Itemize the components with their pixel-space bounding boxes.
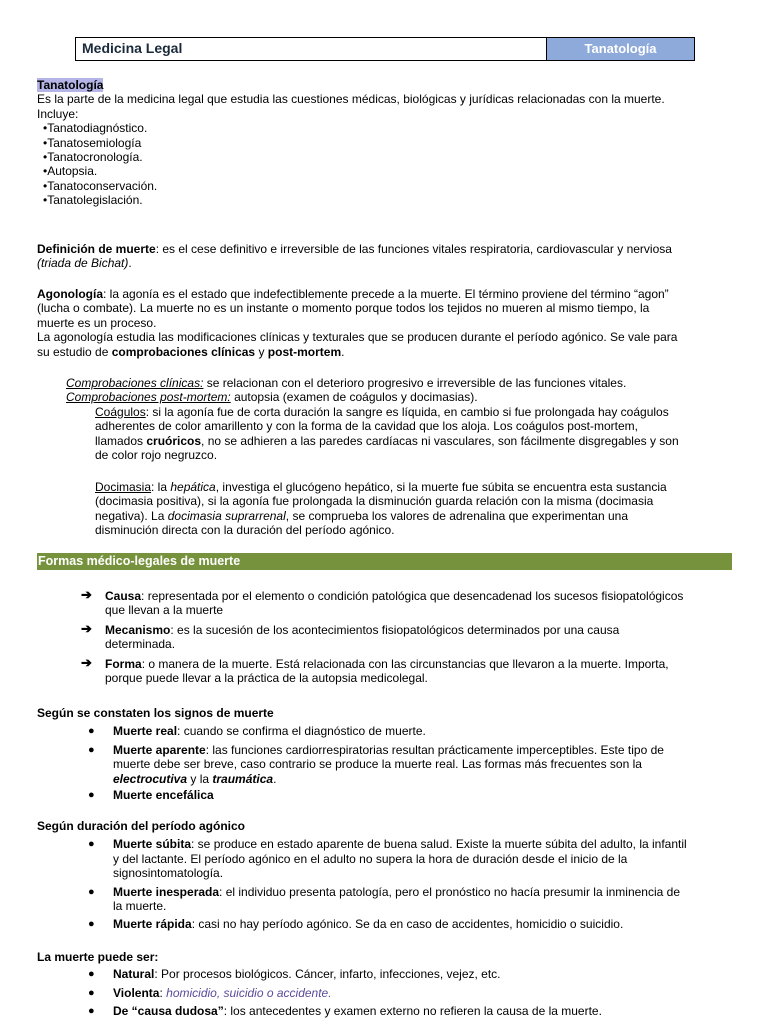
- coagulos-line: llamados: [95, 433, 147, 448]
- intro-text: Es la parte de la medicina legal que estudia las cuestiones médicas, biológicas y jurídicas relacionadas con la muerte.: [37, 92, 665, 107]
- list-item: [37, 1004, 729, 1018]
- arrow-right-icon: ➔: [81, 587, 92, 602]
- arrow-right-icon: ➔: [81, 620, 92, 636]
- agonologia-bold: post-mortem: [267, 344, 342, 359]
- violenta-term: Violenta: [113, 985, 160, 1000]
- bullet-icon: ●: [88, 743, 95, 756]
- list-item: •Autopsia.: [43, 164, 98, 179]
- muerte-subita-line: signosintomatología.: [113, 866, 224, 881]
- definicion-italic: (triada de Bichat): [37, 256, 129, 271]
- docimasia-line: negativa). La: [95, 508, 168, 523]
- list-item: •Tanatodiagnóstico.: [43, 121, 148, 136]
- definicion-section: [37, 242, 729, 271]
- list-item: •Tanatoconservación.: [43, 178, 158, 193]
- docimasia-line: disminución directa con la duración del período agónico.: [95, 523, 395, 538]
- coagulos-term: Coágulos: [95, 404, 146, 419]
- cruoricos-bold: cruóricos: [146, 433, 202, 448]
- electrocutiva-text: electrocutiva: [113, 771, 188, 786]
- bullet-icon: ●: [88, 918, 95, 931]
- bullet-icon: ●: [88, 986, 95, 999]
- muerte-inesperada-line: la muerte.: [113, 899, 167, 914]
- docimasia-line: (docimasia positiva), si la agonía fue prolongada la disminución guarda relación con la misma (docimasia: [95, 494, 654, 509]
- causa-dudosa-text: : los antecedentes y examen externo no refieren la causa de la muerte.: [223, 1004, 602, 1019]
- puede-section: [37, 950, 729, 1019]
- duracion-title: Según duración del período agónico: [37, 819, 246, 833]
- intro-section: [37, 78, 729, 208]
- muerte-encefalica-term: Muerte encefálica: [113, 788, 214, 803]
- list-item: [37, 837, 729, 880]
- agonologia-bold: comprobaciones clínicas: [111, 344, 256, 359]
- muerte-rapida-term: Muerte rápida: [113, 917, 192, 932]
- list-item: [37, 743, 729, 786]
- coagulos-line: de color rojo negruzco.: [95, 448, 218, 463]
- muerte-aparente-line: .: [273, 771, 277, 786]
- comprobaciones-postmortem-text: autopsia (examen de coágulos y docimasias).: [230, 390, 478, 405]
- muerte-aparente-line: y la: [187, 771, 213, 786]
- forma-term: Forma: [105, 656, 142, 671]
- muerte-inesperada-line: : el individuo presenta patología, pero el pronóstico no hacía presumir la inminencia de: [219, 884, 680, 899]
- agonologia-line: .: [341, 344, 345, 359]
- definicion-end: .: [128, 256, 132, 271]
- bullet-icon: ●: [88, 968, 95, 981]
- bullet-icon: ●: [88, 838, 95, 851]
- list-item: [37, 986, 729, 1000]
- list-item: [37, 724, 729, 738]
- agonologia-line: muerte es un proceso.: [37, 315, 157, 330]
- list-item: [37, 620, 729, 652]
- causa-line: : representada por el elemento o condición patológica que desencadenad los sucesos fisiopatológicos: [141, 589, 684, 603]
- muerte-inesperada-term: Muerte inesperada: [113, 884, 220, 899]
- list-item: [37, 788, 729, 802]
- docimasia-line: , se comprueba los valores de adrenalina que experimentan una: [285, 508, 628, 523]
- coagulos-line: : si la agonía fue de corta duración la sangre es líquida, en cambio si fue prolongada hay coágulos: [145, 404, 669, 419]
- causa-dudosa-term: De “causa dudosa”: [113, 1004, 224, 1019]
- forma-line: : o manera de la muerte. Está relacionada con las circunstancias que llevaron a la muerte. Importa,: [141, 656, 669, 671]
- muerte-aparente-line: muerte debe ser breve, caso contrario se produce la muerte real. Las formas más frecuentes son la: [113, 757, 642, 772]
- muerte-aparente-line: : las funciones cardiorrespiratorias resultan prácticamente imperceptibles. Este tipo de: [205, 742, 664, 757]
- comprobaciones-clinicas-term: Comprobaciones clínicas:: [66, 376, 204, 390]
- causa-term: Causa: [105, 589, 142, 603]
- docimasia-line: , investiga el glucógeno hepático, si la muerte fue súbita se encuentra esta sustancia: [215, 480, 667, 494]
- list-item: •Tanatosemiología: [43, 135, 142, 150]
- signos-title: Según se constaten los signos de muerte: [37, 706, 274, 720]
- violenta-sep: :: [159, 985, 167, 1000]
- natural-term: Natural: [113, 967, 155, 982]
- docimasia-term: Docimasia: [95, 480, 152, 494]
- definicion-text: : es el cese definitivo e irreversible de las funciones vitales respiratoria, cardiovascular y nerviosa: [155, 242, 672, 256]
- formas-list: [37, 589, 729, 685]
- agonologia-line: y: [255, 344, 268, 359]
- muerte-subita-line: y del lactante. El período agónico en el adulto no supera la hora de duración desde el inicio de la: [113, 851, 628, 866]
- comprobaciones-section: [37, 376, 729, 462]
- list-item: •Tanatolegislación.: [43, 193, 143, 208]
- traumatica-text: traumática: [212, 771, 274, 786]
- list-item: [37, 589, 729, 618]
- list-item: [37, 917, 729, 931]
- docimasia-section: [37, 480, 729, 538]
- duracion-section: [37, 819, 729, 932]
- puede-title: La muerte puede ser:: [37, 950, 159, 964]
- violenta-text: homicidio, suicidio o accidente.: [166, 985, 332, 1000]
- section-header-formas: Formas médico-legales de muerte: [37, 553, 732, 570]
- bullet-icon: ●: [88, 885, 95, 898]
- causa-line: que llevan a la muerte: [105, 603, 224, 618]
- agonologia-section: [37, 287, 729, 359]
- list-item: •Tanatocronología.: [43, 150, 143, 165]
- header-topic: Tanatología: [546, 38, 694, 60]
- mecanismo-line: : es la sucesión de los acontecimientos fisiopatológicos determinados por una causa: [170, 622, 620, 637]
- muerte-subita-line: : se produce en estado aparente de buena salud. Existe la muerte súbita del adulto, la infantil: [191, 837, 687, 852]
- arrow-right-icon: ➔: [81, 654, 92, 670]
- muerte-aparente-term: Muerte aparente: [113, 742, 206, 757]
- agonologia-line: La agonología estudia las modificaciones clínicas y texturales que se producen durante el período agónico. Se vale para: [37, 330, 678, 345]
- mecanismo-term: Mecanismo: [105, 622, 171, 637]
- docimasia-line: : la: [151, 480, 171, 494]
- bullet-icon: ●: [88, 725, 95, 738]
- agonologia-line: (lucha o combate). La muerte no es un instante o momento porque todos los tejidos no mueren al mismo tiempo, la: [37, 301, 650, 316]
- muerte-rapida-text: : casi no hay período agónico. Se da en caso de accidentes, homicidio o suicidio.: [191, 917, 624, 932]
- section-title-tanatologia: Tanatología: [37, 78, 104, 92]
- agonologia-term: Agonología: [37, 287, 103, 301]
- intro-list: [37, 121, 729, 207]
- coagulos-line: , no se adhieren a las paredes cardíacas ni vasculares, son fácilmente disgregables y son: [201, 433, 679, 448]
- definicion-term: Definición de muerte: [37, 242, 156, 256]
- natural-text: : Por procesos biológicos. Cáncer, infarto, infecciones, vejez, etc.: [154, 967, 501, 982]
- muerte-real-text: : cuando se confirma el diagnóstico de muerte.: [177, 724, 426, 739]
- forma-line: porque puede llevar a la práctica de la autopsia medicolegal.: [105, 671, 428, 686]
- intro-incluye: Incluye:: [37, 106, 79, 121]
- list-item: [37, 654, 729, 686]
- bullet-icon: ●: [88, 789, 95, 802]
- bullet-icon: ●: [88, 1005, 95, 1018]
- docimasia-italic: hepática: [170, 480, 216, 494]
- agonologia-line: su estudio de: [37, 344, 112, 359]
- muerte-real-term: Muerte real: [113, 724, 178, 739]
- coagulos-line: adherentes de color amarillento y con la forma de la cavidad que los aloja. Los coágulos post-mortem,: [95, 419, 638, 434]
- signos-section: [37, 706, 729, 802]
- comprobaciones-postmortem-term: Comprobaciones post-mortem:: [66, 390, 231, 405]
- docimasia-italic: docimasia suprarrenal: [167, 508, 286, 523]
- comprobaciones-clinicas-text: se relacionan con el deterioro progresivo e irreversible de las funciones vitales.: [203, 376, 627, 390]
- agonologia-line: : la agonía es el estado que indefectiblemente precede a la muerte. El término proviene del término “agon”: [103, 287, 669, 301]
- list-item: [37, 885, 729, 914]
- mecanismo-line: determinada.: [105, 637, 176, 652]
- page-header: [75, 37, 695, 61]
- header-title: Medicina Legal: [82, 40, 183, 56]
- list-item: [37, 967, 729, 981]
- muerte-subita-term: Muerte súbita: [113, 837, 192, 852]
